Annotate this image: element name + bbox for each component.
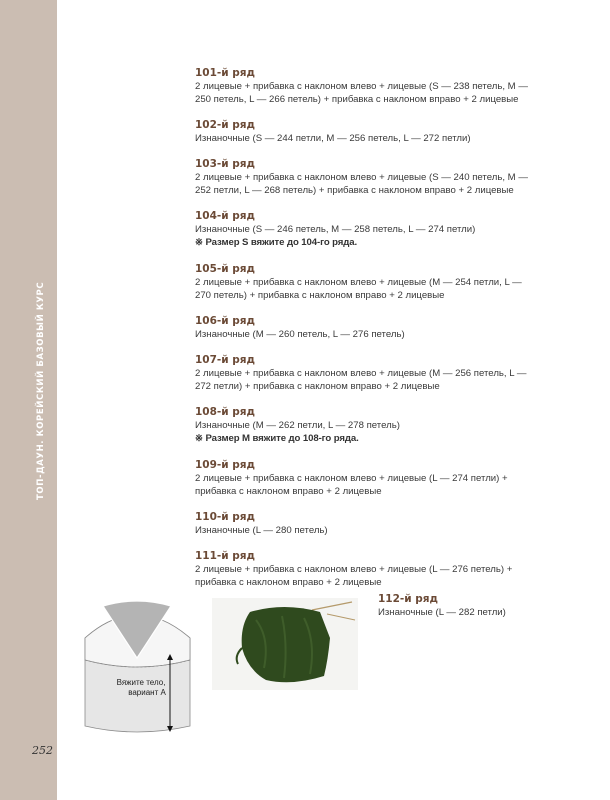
row-105 bbox=[195, 263, 540, 302]
row-title: 101-й ряд bbox=[195, 67, 256, 79]
row-111 bbox=[195, 550, 540, 589]
row-title: 109-й ряд bbox=[195, 459, 256, 471]
row-title: 105-й ряд bbox=[195, 263, 256, 275]
row-text: Изнаночные (S — 246 петель, M — 258 петель, L — 274 петли) bbox=[195, 224, 476, 235]
row-103 bbox=[195, 158, 540, 197]
row-title: 108-й ряд bbox=[195, 406, 256, 418]
diagram-label-1: Вяжите тело, bbox=[116, 678, 166, 687]
row-text: 2 лицевые + прибавка с наклоном влево + лицевые (S — 238 петель, M — 250 петель, L — 266 петель) + прибавка с наклоном вправо + 2 лицевые bbox=[195, 81, 528, 105]
running-header-text: ТОП-ДАУН. КОРЕЙСКИЙ БАЗОВЫЙ КУРС bbox=[36, 281, 46, 500]
row-106 bbox=[195, 315, 540, 341]
row-title: 111-й ряд bbox=[195, 550, 256, 562]
row-title: 107-й ряд bbox=[195, 354, 256, 366]
row-text: 2 лицевые + прибавка с наклоном влево + лицевые (M — 256 петель, L — 272 петли) + прибавка с наклоном вправо + 2 лицевые bbox=[195, 368, 527, 392]
row-text: Изнаночные (L — 282 петли) bbox=[378, 607, 506, 618]
row-102 bbox=[195, 119, 540, 145]
row-text: Изнаночные (S — 244 петли, M — 256 петель, L — 272 петли) bbox=[195, 133, 471, 144]
row-text: 2 лицевые + прибавка с наклоном влево + лицевые (S — 240 петель, M — 252 петли, L — 268 петель) + прибавка с наклоном вправо + 2 лицевые bbox=[195, 172, 528, 196]
knitting-photo bbox=[212, 598, 358, 690]
row-110 bbox=[195, 511, 540, 537]
yoke-diagram bbox=[75, 598, 200, 733]
row-title: 102-й ряд bbox=[195, 119, 256, 131]
row-104 bbox=[195, 210, 540, 250]
row-109 bbox=[195, 459, 540, 498]
row-108 bbox=[195, 406, 540, 446]
row-title: 110-й ряд bbox=[195, 511, 256, 523]
row-112 bbox=[378, 593, 558, 619]
row-title: 104-й ряд bbox=[195, 210, 256, 222]
row-text: Изнаночные (L — 280 петель) bbox=[195, 525, 328, 536]
row-107 bbox=[195, 354, 540, 393]
row-title: 106-й ряд bbox=[195, 315, 256, 327]
row-text: 2 лицевые + прибавка с наклоном влево + лицевые (L — 274 петли) + прибавка с наклоном вправо + 2 лицевые bbox=[195, 473, 508, 497]
knitting-photo-svg bbox=[212, 598, 358, 690]
page-number: 252 bbox=[32, 744, 53, 757]
row-text: Изнаночные (M — 260 петель, L — 276 петель) bbox=[195, 329, 405, 340]
side-band bbox=[0, 0, 57, 800]
instructions bbox=[195, 67, 540, 602]
yoke-diagram-svg bbox=[75, 598, 200, 733]
row-title: 103-й ряд bbox=[195, 158, 256, 170]
size-note: ※ Размер S вяжите до 104-го ряда. bbox=[195, 237, 358, 248]
row-101 bbox=[195, 67, 540, 106]
diagram-label-2: вариант А bbox=[128, 688, 166, 697]
size-note: ※ Размер M вяжите до 108-го ряда. bbox=[195, 433, 359, 444]
row-text: Изнаночные (M — 262 петли, L — 278 петель) bbox=[195, 420, 400, 431]
row-text: 2 лицевые + прибавка с наклоном влево + лицевые (L — 276 петель) + прибавка с наклоном вправо + 2 лицевые bbox=[195, 564, 513, 588]
row-text: 2 лицевые + прибавка с наклоном влево + лицевые (M — 254 петли, L — 270 петель) + прибавка с наклоном вправо + 2 лицевые bbox=[195, 277, 522, 301]
row-title: 112-й ряд bbox=[378, 593, 439, 605]
